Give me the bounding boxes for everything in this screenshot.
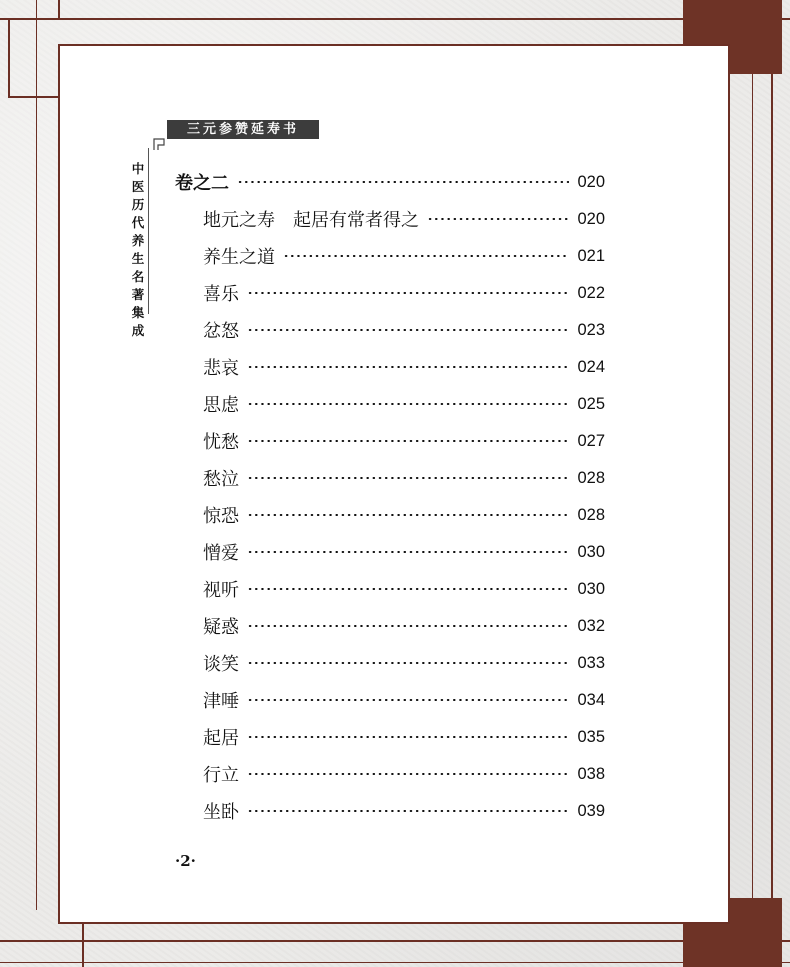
leader-dots <box>247 551 569 553</box>
toc-entry-title: 忿怒 <box>203 321 239 342</box>
toc-entry-title: 思虑 <box>203 395 239 416</box>
toc-entry-page: 024 <box>577 357 605 376</box>
frame-line-bottom-vertical-left <box>82 924 84 967</box>
series-char: 著 <box>131 287 145 302</box>
toc-entry-page: 021 <box>577 246 605 265</box>
toc-entry-title: 行立 <box>203 765 239 786</box>
toc-entry-page: 022 <box>577 283 605 302</box>
toc-entry-title: 疑惑 <box>203 617 239 638</box>
series-char: 名 <box>131 269 145 284</box>
leader-dots <box>247 329 569 331</box>
series-char: 生 <box>131 251 145 266</box>
toc-entry-title: 惊恐 <box>203 506 239 527</box>
toc-entry[interactable] <box>203 685 605 715</box>
series-char: 代 <box>131 215 145 230</box>
leader-dots <box>247 736 569 738</box>
series-char: 历 <box>131 197 145 212</box>
toc-entry-title: 起居 <box>203 728 239 749</box>
toc-entry-title: 卷之二 <box>175 173 229 194</box>
page-number: ·2· <box>175 852 196 870</box>
toc-entry-page: 035 <box>577 727 605 746</box>
frame-line-bottom-horizontal <box>0 940 790 942</box>
toc-entry[interactable] <box>203 278 605 308</box>
leader-dots <box>247 699 569 701</box>
frame-line-left-box-top <box>8 20 10 98</box>
toc-entry-page: 025 <box>577 394 605 413</box>
leader-dots <box>247 366 569 368</box>
leader-dots <box>427 218 569 220</box>
frame-line-right-vertical-outer <box>771 60 773 967</box>
toc-entry[interactable] <box>203 315 605 345</box>
toc-entry-page: 030 <box>577 579 605 598</box>
leader-dots <box>283 255 569 257</box>
toc-entry[interactable] <box>203 204 605 234</box>
toc-entry[interactable] <box>203 426 605 456</box>
toc-entry-title: 悲哀 <box>203 358 239 379</box>
series-char: 医 <box>131 179 145 194</box>
frame-line-left-vertical <box>36 0 37 910</box>
frame-line-top-vertical-left <box>58 0 60 20</box>
toc-entry[interactable] <box>203 759 605 789</box>
toc-entry-title: 养生之道 <box>203 247 275 268</box>
book-title-tag: 三元参赞延寿书 <box>167 120 319 139</box>
leader-dots <box>247 477 569 479</box>
toc-entry[interactable] <box>203 537 605 567</box>
toc-entry[interactable] <box>203 389 605 419</box>
toc-entry[interactable] <box>203 611 605 641</box>
toc-entry-page: 020 <box>577 172 605 191</box>
toc-entry-title: 喜乐 <box>203 284 239 305</box>
frame-line-top-horizontal <box>0 18 790 20</box>
leader-dots <box>237 181 569 183</box>
toc-entry-page: 030 <box>577 542 605 561</box>
toc-entry[interactable] <box>203 648 605 678</box>
toc-entry[interactable] <box>203 463 605 493</box>
leader-dots <box>247 403 569 405</box>
leader-dots <box>247 662 569 664</box>
series-char: 中 <box>131 161 145 176</box>
series-char: 成 <box>131 323 145 338</box>
frame-line-right-vertical-inner <box>752 0 753 967</box>
toc-entry[interactable] <box>203 796 605 826</box>
frame-line-left-box-bottom <box>8 96 60 98</box>
toc-entry[interactable] <box>203 574 605 604</box>
frame-line-bottom-horizontal-2 <box>0 962 790 963</box>
toc-entry-page: 028 <box>577 468 605 487</box>
leader-dots <box>247 514 569 516</box>
series-char: 养 <box>131 233 145 248</box>
toc-entry-page: 020 <box>577 209 605 228</box>
toc-entry[interactable] <box>203 241 605 271</box>
leader-dots <box>247 810 569 812</box>
series-rule <box>148 148 149 314</box>
toc-entry-page: 028 <box>577 505 605 524</box>
leader-dots <box>247 588 569 590</box>
toc-entry-title: 憎爱 <box>203 543 239 564</box>
toc-entry-title: 地元之寿 起居有常者得之 <box>203 210 419 231</box>
toc-entry-page: 023 <box>577 320 605 339</box>
toc-entry-page: 033 <box>577 653 605 672</box>
leader-dots <box>247 292 569 294</box>
toc-entry-page: 034 <box>577 690 605 709</box>
leader-dots <box>247 773 569 775</box>
leader-dots <box>247 440 569 442</box>
series-char: 集 <box>131 305 145 320</box>
toc-entry-title: 津唾 <box>203 691 239 712</box>
toc-chapter-entry[interactable] <box>175 167 605 197</box>
toc-entry-title: 忧愁 <box>203 432 239 453</box>
corner-ornament-icon <box>152 137 166 151</box>
toc-entry-title: 谈笑 <box>203 654 239 675</box>
toc-entry[interactable] <box>203 500 605 530</box>
toc-entry-page: 038 <box>577 764 605 783</box>
toc-entry[interactable] <box>203 722 605 752</box>
toc-entry-title: 坐卧 <box>203 802 239 823</box>
leader-dots <box>247 625 569 627</box>
toc-entry[interactable] <box>203 352 605 382</box>
toc-entry-title: 视听 <box>203 580 239 601</box>
series-title-vertical <box>131 160 145 340</box>
toc-entry-page: 032 <box>577 616 605 635</box>
toc-entry-title: 愁泣 <box>203 469 239 490</box>
toc-entry-page: 027 <box>577 431 605 450</box>
toc-entry-page: 039 <box>577 801 605 820</box>
